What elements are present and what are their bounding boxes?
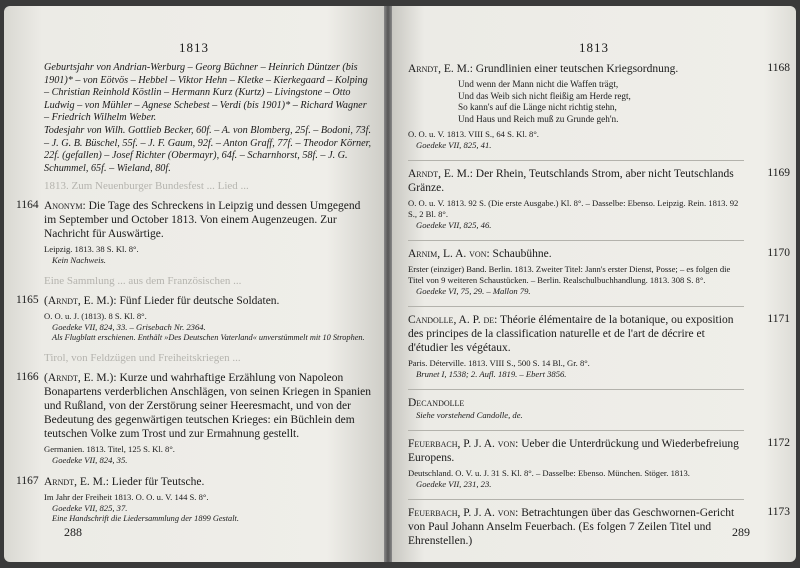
divider — [408, 240, 744, 241]
entry-reference: Goedeke VII, 824, 33. – Grisebach Nr. 2364. — [52, 322, 206, 333]
deaths-note: Todesjahr von Wilh. Gottlieb Becker, 60f. – A. von Blomberg, 25f. – Bodoni, 73f. – J. G. B. Büschel, 55f. – J. F. Gaum, 92f. – Anton Graff, 77f. – Theodor Körner, 22f. (gefallen) – Josef Richter (Obermayr), 64f. – Scharnhorst, 58f. – J. G. Schummel, 65f. – Wieland, 80f. — [44, 124, 372, 174]
entry — [408, 396, 744, 421]
entry-imprint: Im Jahr der Freiheit 1813. O. O. u. V. 144 S. 8°. — [44, 492, 209, 503]
entry-author: Candolle, A. P. de: — [408, 314, 498, 326]
entry — [408, 506, 790, 548]
entry-number: 1168 — [767, 62, 790, 74]
entry-imprint: Leipzig. 1813. 38 S. Kl. 8°. — [44, 244, 139, 255]
entry-author: Arndt, E. M.: — [408, 63, 473, 75]
entry-title: Arndt, E. M.: Lieder für Teutsche. — [44, 476, 205, 489]
right-content — [408, 62, 790, 557]
entry-note: Eine Handschrift die Liedersammlung der 1899 Gestalt. — [52, 514, 239, 524]
entry-imprint: Deutschland. O. V. u. J. 31 S. Kl. 8°. – Dasselbe: Ebenso. München. Stöger. 1813. — [408, 468, 690, 478]
entry-imprint: O. O. u. V. 1813. 92 S. (Die erste Ausgabe.) Kl. 8°. – Dasselbe: Ebenso. Leipzig. Rein. 1813. 92 S., 2 Bl. 8°. — [408, 198, 739, 219]
bleed-through-text: 1813. Zum Neuenburger Bundesfest ... Lied ... — [44, 180, 249, 193]
right-page — [392, 6, 796, 562]
entry-author: Feuerbach, P. J. A. von: — [408, 438, 519, 450]
left-page — [4, 6, 384, 562]
entry-author: Anonym: — [44, 200, 86, 213]
entry-reference: Goedeke VII, 825, 46. — [416, 220, 492, 230]
divider — [408, 306, 744, 307]
entry-number: 1167 — [16, 475, 39, 488]
book-gutter — [384, 6, 392, 562]
divider — [408, 430, 744, 431]
entry-title: Candolle, A. P. de: Théorie élémentaire de la botanique, ou exposition des principes de la classification naturelle et de l'art de décrire et d'étudier les végétaux. — [408, 314, 734, 354]
verse-line: So kann's auf die Länge nicht richtig stehn, — [458, 102, 617, 112]
bleed-through-text: Tirol, von Feldzügen und Freiheitskriegen ... — [44, 352, 241, 365]
entry-number: 1171 — [767, 313, 790, 325]
page-number: 288 — [64, 525, 82, 539]
bleed-through-text: Eine Sammlung ... aus dem Französischen ... — [44, 275, 242, 288]
entry — [408, 62, 790, 151]
entry — [16, 294, 374, 343]
running-head: 1813 — [579, 40, 609, 55]
entry-title: Feuerbach, P. J. A. von: Betrachtungen über das Geschwornen-Gericht von Paul Johann Anselm Feuerbach. (Es folgen 7 Zeilen Titel und Ehrenstellen.) — [408, 507, 735, 547]
left-content — [16, 62, 374, 533]
entry — [16, 371, 374, 466]
entry — [408, 247, 790, 297]
entry-reference: Goedeke VII, 824, 35. — [52, 455, 128, 466]
entry-imprint: Paris. Déterville. 1813. VIII S., 500 S. 14 Bl., Gr. 8°. — [408, 358, 590, 368]
entry-reference: Siehe vorstehend Candolle, de. — [416, 410, 523, 420]
entry-title: Arnim, L. A. von: Schaubühne. — [408, 248, 552, 260]
entry-author: Decandolle — [408, 397, 465, 409]
entry-reference: Goedeke VII, 231, 23. — [416, 479, 492, 489]
divider — [408, 389, 744, 390]
entry-title: Feuerbach, P. J. A. von: Ueber die Unterdrückung und Wiederbefreiung Europens. — [408, 438, 739, 464]
divider — [408, 499, 744, 500]
entry — [408, 313, 790, 380]
entry-reference: Brunet I, 1538; 2. Aufl. 1819. – Ebert 3856. — [416, 369, 567, 379]
page-number: 289 — [732, 525, 750, 539]
entry-title: (Arndt, E. M.): Fünf Lieder für deutsche Soldaten. — [44, 295, 280, 308]
entry-reference: Kein Nachweis. — [52, 255, 106, 266]
entry-number: 1164 — [16, 199, 39, 212]
entry — [16, 475, 374, 524]
entry-number: 1166 — [16, 371, 39, 384]
entry-reference: Goedeke VII, 825, 37. — [52, 503, 128, 514]
entry — [408, 437, 790, 490]
entry-number: 1169 — [767, 167, 790, 179]
verse-line: Und das Weib sich nicht fleißig am Herde regt, — [458, 90, 631, 101]
verse-line: Und wenn der Mann nicht die Waffen trägt, — [458, 79, 619, 89]
entry-reference: Goedeke VI, 75, 29. – Mallon 79. — [416, 286, 531, 296]
entry-note: Als Flugblatt erschienen. Enthält »Des Deutschen Vaterland« unverstümmelt mit 10 Strophen. — [52, 333, 365, 343]
entry-title: Arndt, E. M.: Der Rhein, Teutschlands Strom, aber nicht Teutschlands Gränze. — [408, 168, 734, 194]
entry-number: 1170 — [767, 247, 790, 259]
verse-line: Und Haus und Reich muß zu Grunde geh'n. — [458, 113, 619, 124]
entry-number: 1165 — [16, 294, 39, 307]
entry-title — [408, 396, 744, 410]
entry-imprint: O. O. u. J. (1813). 8 S. Kl. 8°. — [44, 311, 147, 322]
birth-death-notes — [44, 62, 374, 175]
verse-motto — [408, 79, 744, 125]
entry-title: Arndt, E. M.: Grundlinien einer teutschen Kriegsordnung. — [408, 63, 679, 75]
entry-author: (Arndt, E. M.): — [44, 372, 117, 385]
running-head: 1813 — [179, 40, 209, 55]
divider — [408, 160, 744, 161]
entry-number: 1173 — [767, 506, 790, 518]
births-note: Geburtsjahr von Andrian-Werburg – Georg Büchner – Heinrich Düntzer (bis 1901)* – von Eötvös – Hebbel – Viktor Hehn – Kletke – Kierkegaard – Kolping – Christian Reinhold Köstlin – Hermann Kurz (Kurtz) – Livingstone – Otto Ludwig – von Mühler – Agnese Schebest – Verdi (bis 1901)* – Richard Wagner – Friedrich Wilhelm Weber. — [44, 62, 368, 124]
entry-reference: Goedeke VII, 825, 41. — [416, 140, 492, 150]
entry-author: Feuerbach, P. J. A. von: — [408, 507, 519, 519]
entry-title: Anonym: Die Tage des Schreckens in Leipzig und dessen Umgegend im September und October 1813. Von einem Augenzeugen. Zur Nachricht für Auswärtige. — [44, 200, 361, 241]
entry — [408, 167, 790, 231]
entry-author: Arndt, E. M.: — [44, 476, 109, 489]
entry-imprint: O. O. u. V. 1813. VIII S., 64 S. Kl. 8°. — [408, 129, 539, 139]
entry-imprint: Erster (einziger) Band. Berlin. 1813. Zweiter Titel: Jann's erster Dienst, Posse; – es folgen die Titel von 9 weiteren Schaustücken. – Berlin. Realschulbuchhandlung. 1813. 308 S. 8°. — [408, 264, 731, 285]
entry-title: (Arndt, E. M.): Kurze und wahrhaftige Erzählung von Napoleon Bonapartens verderblichen Anschlägen, von seinen Kriegen in Spanien und Rußland, von der Zerstörung seiner Heeresmacht, und von der Bedeutung des gegenwärtigen teutschen Krieges: ein Büchlein dem teutschen Volke zum Trost und zur Ermahnung gestellt. — [44, 372, 372, 441]
entry-author: (Arndt, E. M.): — [44, 295, 117, 308]
entry-number: 1172 — [767, 437, 790, 449]
entry — [16, 199, 374, 266]
entry-author: Arnim, L. A. von: — [408, 248, 490, 260]
entry-imprint: Germanien. 1813. Titel, 125 S. Kl. 8°. — [44, 444, 175, 455]
entry-author: Arndt, E. M.: — [408, 168, 473, 180]
